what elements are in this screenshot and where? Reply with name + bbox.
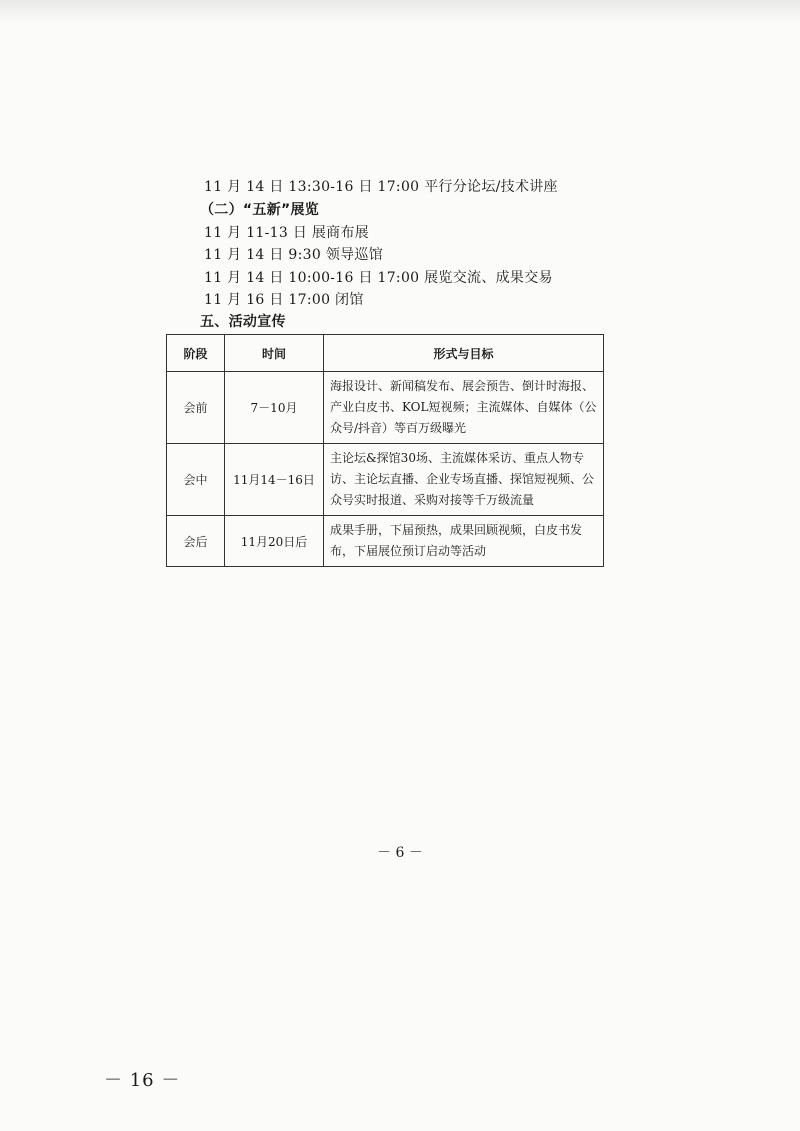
section-heading-promotion: 五、活动宣传 <box>200 314 286 330</box>
cell-time: 11月14－16日 <box>225 444 324 516</box>
header-content: 形式与目标 <box>324 335 604 372</box>
header-stage: 阶段 <box>167 335 225 372</box>
table-header-row <box>167 335 604 372</box>
cell-stage: 会后 <box>167 516 225 567</box>
cell-content: 成果手册，下届预热，成果回顾视频，白皮书发布，下届展位预订启动等活动 <box>324 516 604 567</box>
promotion-table <box>166 334 604 567</box>
cell-time: 7－10月 <box>225 372 324 444</box>
header-time: 时间 <box>225 335 324 372</box>
cell-stage: 会中 <box>167 444 225 516</box>
cell-time: 11月20日后 <box>225 516 324 567</box>
outer-page-number: － 16 － <box>104 1070 181 1091</box>
schedule-line-tour: 11 月 14 日 9:30 领导巡馆 <box>204 247 384 263</box>
schedule-line-exchange: 11 月 14 日 10:00-16 日 17:00 展览交流、成果交易 <box>204 270 553 286</box>
schedule-line-closing: 11 月 16 日 17:00 闭馆 <box>204 292 364 308</box>
table-row <box>167 444 604 516</box>
cell-content: 主论坛&探馆30场、主流媒体采访、重点人物专访、主论坛直播、企业专场直播、探馆短视频、公众号实时报道、采购对接等千万级流量 <box>324 444 604 516</box>
scan-shadow <box>0 0 800 22</box>
page-number: － 6 － <box>377 845 423 861</box>
table-row <box>167 372 604 444</box>
schedule-line-forum: 11 月 14 日 13:30-16 日 17:00 平行分论坛/技术讲座 <box>204 179 558 195</box>
section-heading-exhibition: （二）“五新”展览 <box>200 202 320 218</box>
cell-content: 海报设计、新闻稿发布、展会预告、倒计时海报、产业白皮书、KOL短视频；主流媒体、自媒体（公众号/抖音）等百万级曝光 <box>324 372 604 444</box>
table-row <box>167 516 604 567</box>
cell-stage: 会前 <box>167 372 225 444</box>
schedule-line-setup: 11 月 11-13 日 展商布展 <box>204 225 370 241</box>
